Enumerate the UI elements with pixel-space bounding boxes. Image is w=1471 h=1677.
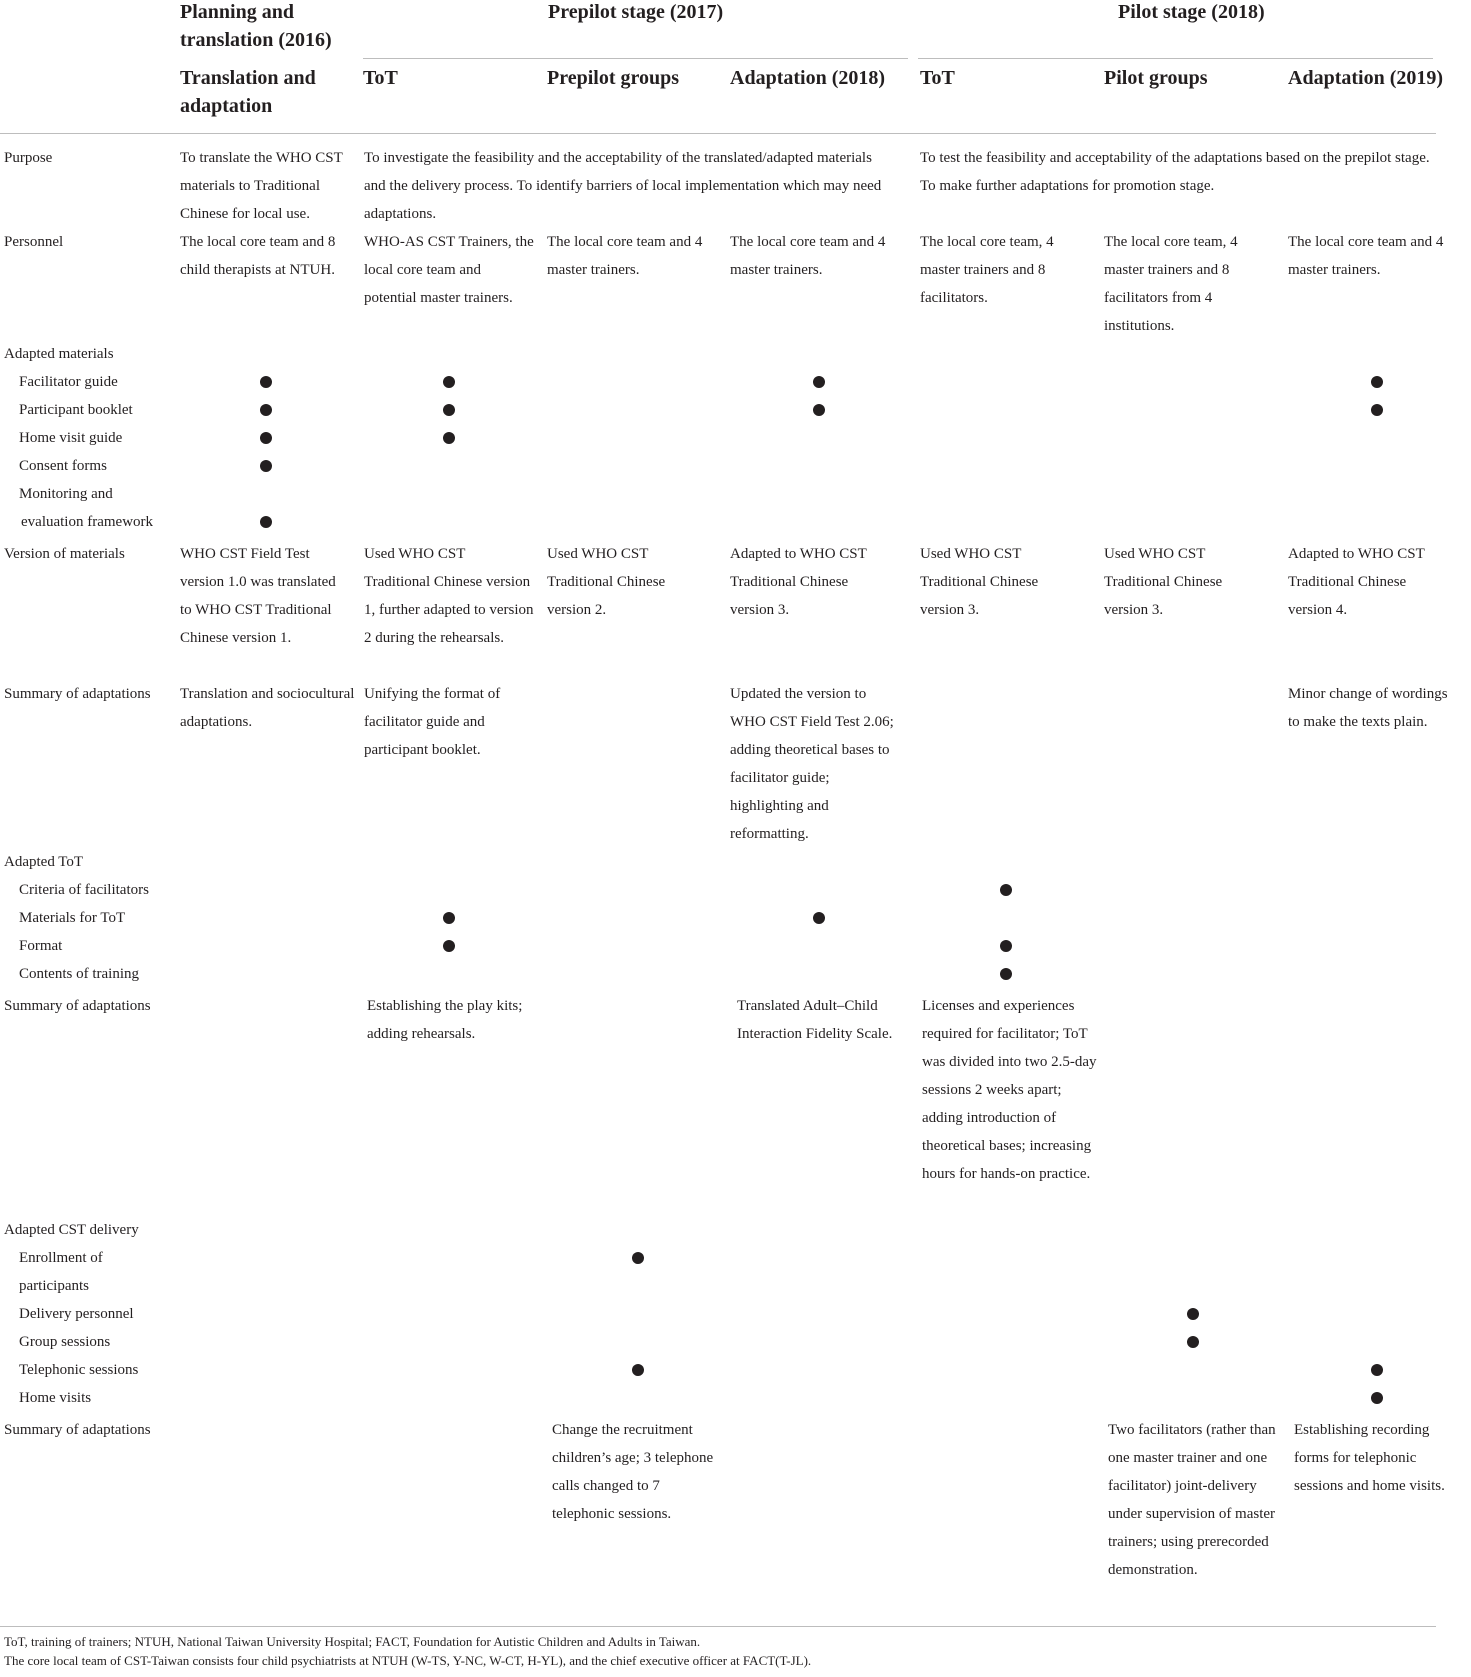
item-home-visit-guide: Home visit guide [19,430,123,446]
item-criteria-of-facilitators: Criteria of facilitators [19,882,149,898]
tot-mark-r2-c4 [813,912,825,924]
item-participant-booklet: Participant booklet [19,402,133,418]
group-label-adapted-delivery: Adapted CST delivery [4,1222,139,1238]
cell-summary-delivery-6: Two facilitators (rather than one master trainer and one facilitator) joint-delivery under supervision of master trainers; using prerecorded demonstration. [1108,1422,1276,1578]
header-rule-pilot [918,58,1433,59]
cell-version-5: Used WHO CST Traditional Chinese version 3. [920,546,1039,618]
cell-personnel-3: The local core team and 4 master trainers. [547,234,703,278]
cell-version-2: Used WHO CST Traditional Chinese version 1, further adapted to version 2 during the rehearsals. [364,546,534,646]
header-bottom-rule [0,133,1436,134]
tot-mark-r4-c5 [1000,968,1012,980]
item-contents-of-training: Contents of training [19,966,139,982]
cell-purpose-pilot: To test the feasibility and acceptability of the adaptations based on the prepilot stage. To make further adaptations for promotion stage. [920,150,1430,194]
row-label-summary-delivery: Summary of adaptations [4,1422,151,1438]
col-header-3: Prepilot groups [547,67,680,89]
item-materials-for-tot: Materials for ToT [19,910,126,926]
item-evaluation-framework: evaluation framework [21,514,154,530]
col-header-6: Pilot groups [1104,67,1208,89]
row-label-personnel: Personnel [4,234,64,250]
tot-mark-r2-c2 [443,912,455,924]
group-label-adapted-materials: Adapted materials [4,346,114,362]
cell-version-7: Adapted to WHO CST Traditional Chinese version 4. [1288,546,1425,618]
materials-mark-r2-c1 [260,404,272,416]
cell-summary-materials-2: Unifying the format of facilitator guide and participant booklet. [364,686,501,758]
table-bottom-rule [0,1626,1436,1627]
cell-version-4: Adapted to WHO CST Traditional Chinese version 3. [730,546,867,618]
cell-personnel-1: The local core team and 8 child therapists at NTUH. [180,234,336,278]
cell-version-1: WHO CST Field Test version 1.0 was translated to WHO CST Traditional Chinese version 1. [180,546,336,646]
footnote-core-team: The core local team of CST-Taiwan consists four child psychiatrists at NTUH (W-TS, Y-NC, W-CT, H-YL), and the chief executive officer at FACT(T-JL). [4,1653,812,1668]
delivery-mark-r4-c6 [1187,1336,1199,1348]
item-facilitator-guide: Facilitator guide [19,374,118,390]
row-label-version: Version of materials [4,546,125,562]
item-consent-forms: Consent forms [19,458,107,474]
cell-personnel-7: The local core team and 4 master trainers. [1288,234,1444,278]
materials-mark-r1-c1 [260,376,272,388]
header-rule-prepilot [363,58,908,59]
materials-mark-r2-c4 [813,404,825,416]
cell-version-3: Used WHO CST Traditional Chinese version 2. [547,546,666,618]
item-enrollment-of: Enrollment of [19,1250,103,1266]
cell-summary-tot-5: Licenses and experiences required for facilitator; ToT was divided into two 2.5-day sessions 2 weeks apart; adding introduction of theoretical bases; increasing hours for hands-on practice. [922,998,1097,1182]
col-header-7: Adaptation (2019) [1288,67,1444,89]
cell-summary-delivery-3: Change the recruitment children’s age; 3 telephone calls changed to 7 telephonic sessions. [552,1422,714,1522]
item-group-sessions: Group sessions [19,1334,111,1350]
materials-mark-r3-c2 [443,432,455,444]
cell-summary-delivery-7: Establishing recording forms for telephonic sessions and home visits. [1294,1422,1445,1494]
materials-mark-r6-c1 [260,516,272,528]
cell-personnel-6: The local core team, 4 master trainers and 8 facilitators from 4 institutions. [1104,234,1238,334]
row-label-summary-materials: Summary of adaptations [4,686,151,702]
cell-personnel-2: WHO-AS CST Trainers, the local core team and potential master trainers. [364,234,534,306]
materials-mark-r1-c2 [443,376,455,388]
delivery-mark-r5-c7 [1371,1364,1383,1376]
tot-mark-r3-c2 [443,940,455,952]
materials-mark-r1-c4 [813,376,825,388]
cell-purpose-prepilot: To investigate the feasibility and the acceptability of the translated/adapted materials and the delivery process. To identify barriers of local implementation which may need adaptations. [364,150,882,222]
col-header-4: Adaptation (2018) [730,67,886,89]
cell-summary-materials-7: Minor change of wordings to make the texts plain. [1288,686,1448,730]
materials-mark-r2-c2 [443,404,455,416]
group-label-adapted-tot: Adapted ToT [4,854,84,870]
cell-summary-tot-4: Translated Adult–Child Interaction Fidelity Scale. [737,998,893,1042]
item-home-visits: Home visits [19,1390,92,1406]
item-monitoring-and: Monitoring and [19,486,113,502]
item-format: Format [19,938,63,954]
item-delivery-personnel: Delivery personnel [19,1306,134,1322]
row-label-summary-tot: Summary of adaptations [4,998,151,1014]
cell-summary-tot-2: Establishing the play kits; adding rehearsals. [367,998,523,1042]
delivery-mark-r6-c7 [1371,1392,1383,1404]
cell-summary-materials-1: Translation and sociocultural adaptations. [180,686,355,730]
row-label-purpose: Purpose [4,150,53,166]
materials-mark-r3-c1 [260,432,272,444]
item-telephonic-sessions: Telephonic sessions [19,1362,139,1378]
cell-personnel-5: The local core team, 4 master trainers and 8 facilitators. [920,234,1054,306]
col-header-5: ToT [920,67,955,89]
tot-mark-r3-c5 [1000,940,1012,952]
item-participants: participants [19,1278,89,1294]
materials-mark-r1-c7 [1371,376,1383,388]
cell-purpose-planning: To translate the WHO CST materials to Traditional Chinese for local use. [180,150,343,222]
materials-mark-r4-c1 [260,460,272,472]
cell-summary-materials-4: Updated the version to WHO CST Field Test 2.06; adding theoretical bases to facilitator guide; highlighting and reformatting. [730,686,894,842]
cell-personnel-4: The local core team and 4 master trainers. [730,234,886,278]
header-prepilot: Prepilot stage (2017) [548,1,724,23]
footnote-abbreviations: ToT, training of trainers; NTUH, National Taiwan University Hospital; FACT, Foundation for Autistic Children and Adults in Taiwan. [4,1634,701,1649]
delivery-mark-r1-c3 [632,1252,644,1264]
materials-mark-r2-c7 [1371,404,1383,416]
col-header-2: ToT [363,67,398,89]
col-header-1: Translation and adaptation [180,67,316,117]
tot-mark-r1-c5 [1000,884,1012,896]
header-planning: Planning and translation (2016) [180,1,332,51]
cell-version-6: Used WHO CST Traditional Chinese version 3. [1104,546,1223,618]
delivery-mark-r3-c6 [1187,1308,1199,1320]
delivery-mark-r5-c3 [632,1364,644,1376]
header-pilot: Pilot stage (2018) [1118,1,1265,23]
